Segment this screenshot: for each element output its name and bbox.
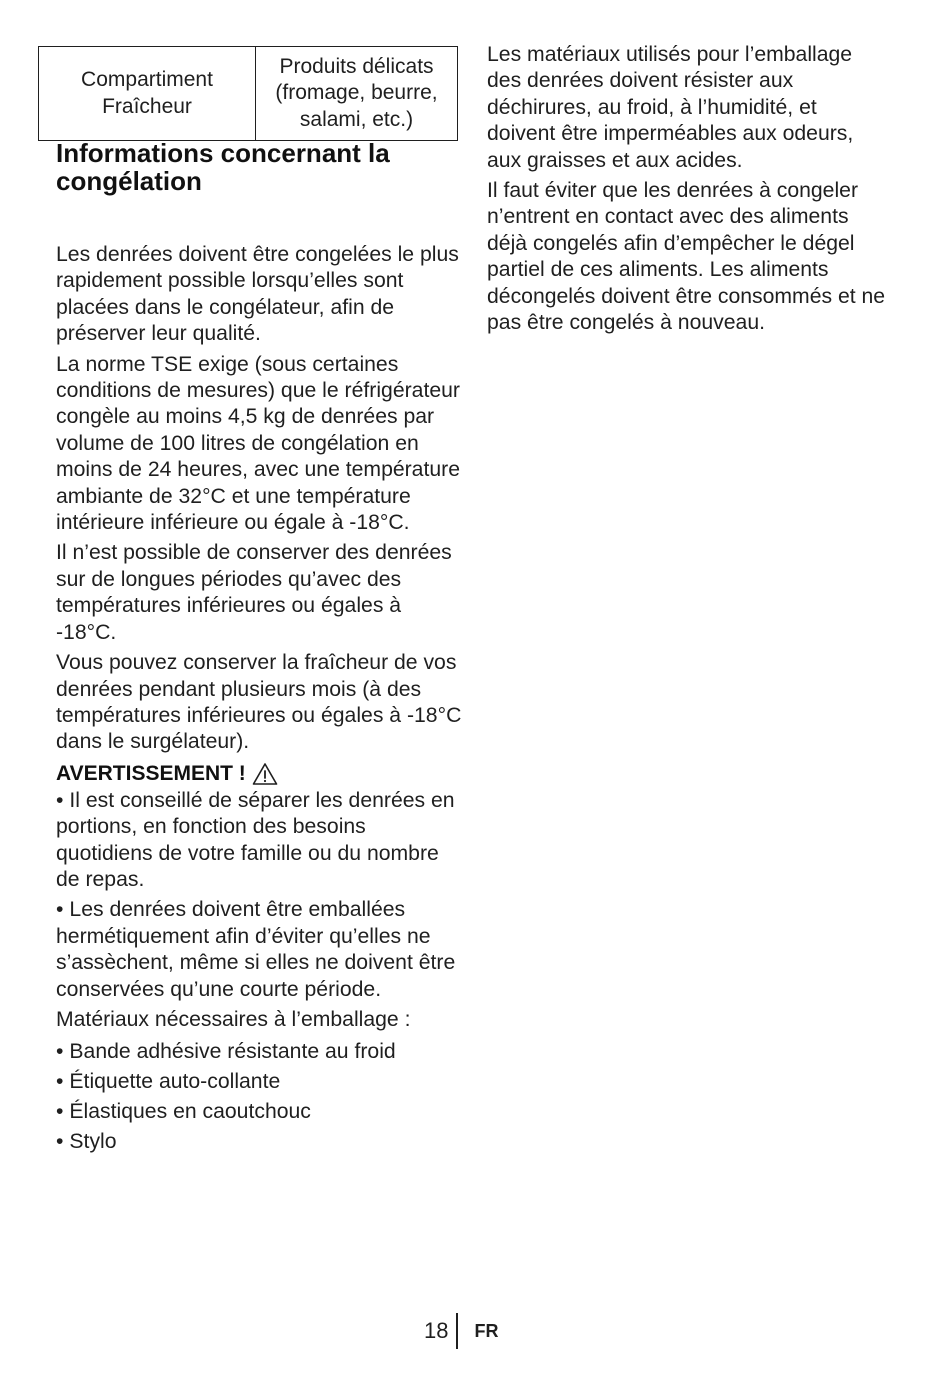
- table-cell-compartment: Compartiment Fraîcheur: [39, 47, 256, 141]
- bullet-dot-icon: •: [56, 1040, 64, 1064]
- paragraph: Les matériaux utilisés pour l’emballage des denrées doivent résister aux déchirures, au froid, à l’humidité, et doivent être imperméables aux odeurs, aux graisses et aux acides.: [487, 43, 854, 172]
- list-item: [56, 1127, 466, 1157]
- paragraph: Les denrées doivent être congelées le plus rapidement possible lorsqu’elles sont placées dans le congélateur, afin de préserver leur qualité.: [56, 243, 459, 346]
- paragraph: Il n’est possible de conserver des denrées sur de longues périodes qu’avec des températures inférieures ou égales à -18°C.: [56, 541, 452, 644]
- page-footer: [424, 1311, 498, 1351]
- paragraph: Vous pouvez conserver la fraîcheur de vos denrées pendant plusieurs mois (à des températures inférieures ou égales à -18°C dans le surgélateur).: [56, 651, 462, 754]
- materials-list: [56, 1037, 466, 1157]
- table-row: [39, 47, 458, 141]
- warning-bullet: [56, 897, 466, 1003]
- bullet-dot-icon: •: [56, 788, 64, 812]
- list-item-text: Bande adhésive résistante au froid: [69, 1040, 396, 1064]
- bullet-dot-icon: •: [56, 1130, 64, 1154]
- table-cell-products: Produits délicats (fromage, beurre, salami, etc.): [256, 47, 458, 141]
- list-item-text: Élastiques en caoutchouc: [69, 1100, 311, 1124]
- list-item-text: Étiquette auto-collante: [69, 1070, 281, 1094]
- list-item: [56, 1097, 466, 1127]
- list-item: [56, 1037, 466, 1067]
- footer-divider: [456, 1313, 458, 1349]
- list-item-text: Stylo: [69, 1130, 117, 1154]
- warning-bullet-text: Il est conseillé de séparer les denrées en portions, en fonction des besoins quotidiens de votre famille ou du nombre de repas.: [56, 788, 455, 891]
- warning-bullet-text: Les denrées doivent être emballées hermétiquement afin d’éviter qu’elles ne s’assèchent, même si elles ne doivent être conservées qu’une courte période.: [56, 898, 456, 1001]
- bullet-dot-icon: •: [56, 1070, 64, 1094]
- paragraph: La norme TSE exige (sous certaines conditions de mesures) que le réfrigérateur congèle au moins 4,5 kg de denrées par volume de 100 litres de congélation en moins de 24 heures, avec une température ambiante de 32°C et une température intérieure inférieure ou égale à -18°C.: [56, 352, 460, 535]
- right-column: [487, 42, 887, 340]
- warning-bullet: [56, 788, 466, 894]
- list-item: [56, 1067, 466, 1097]
- warning-triangle-icon: [252, 762, 278, 786]
- bullet-dot-icon: •: [56, 1100, 64, 1124]
- materials-intro: Matériaux nécessaires à l’emballage :: [56, 1007, 411, 1031]
- language-code: FR: [474, 1321, 499, 1341]
- storage-table: [38, 46, 458, 141]
- bullet-dot-icon: •: [56, 898, 64, 922]
- paragraph: Il faut éviter que les denrées à congeler n’entrent en contact avec des aliments déjà congelés afin d’empêcher le dégel partiel de ces aliments. Les aliments décongelés doivent être consommés et ne pas être congelés à nouveau.: [487, 179, 886, 335]
- warning-heading: [56, 760, 466, 788]
- warning-label: AVERTISSEMENT !: [56, 761, 246, 785]
- left-body: [56, 242, 466, 1157]
- section-heading: Informations concernant la congélation: [56, 138, 390, 196]
- page-number: 18: [424, 1318, 449, 1343]
